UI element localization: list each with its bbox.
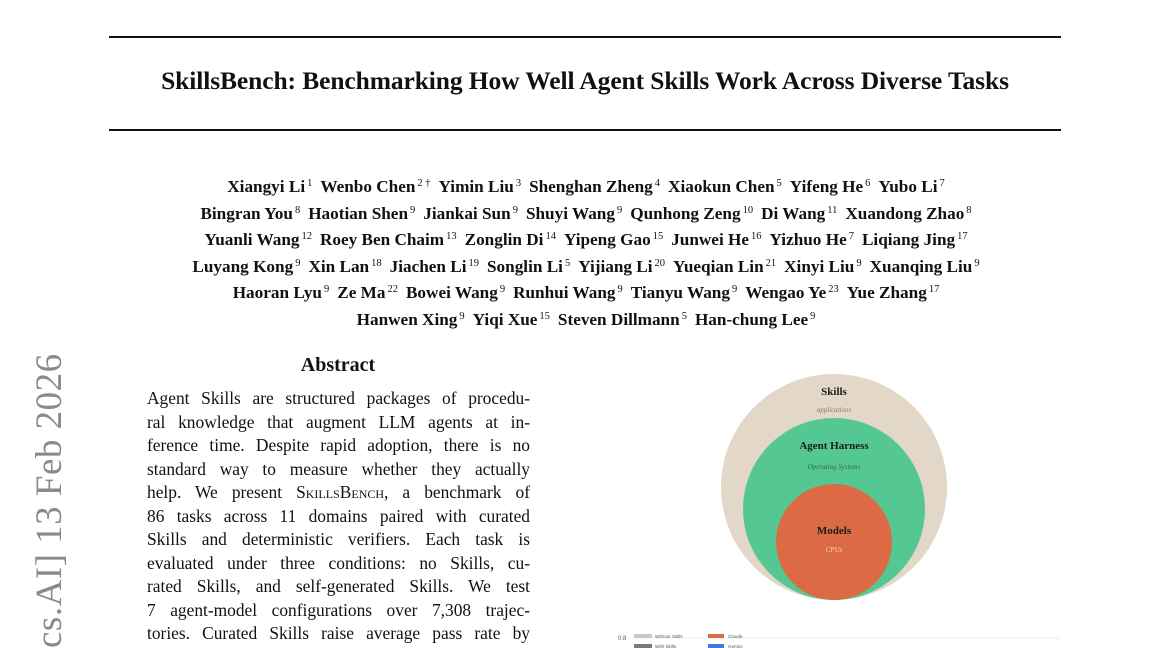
author-affiliation: 16 bbox=[751, 231, 762, 243]
abstract-line: help. We present SkillsBench, a benchmark of bbox=[147, 482, 530, 502]
author-name bbox=[695, 310, 815, 329]
author-affiliation: 4 bbox=[654, 178, 661, 189]
bottom-rule bbox=[109, 129, 1061, 131]
author-name bbox=[227, 177, 312, 196]
legend-claude: Claude bbox=[728, 634, 743, 639]
author-name bbox=[847, 283, 940, 302]
author-name-text: Han-chung Lee bbox=[694, 309, 809, 329]
author-line bbox=[80, 278, 1092, 305]
author-name bbox=[631, 283, 737, 302]
author-name bbox=[770, 230, 854, 249]
author-affiliation: 15 bbox=[652, 231, 664, 243]
author-name-text: Jiachen Li bbox=[389, 256, 467, 276]
author-affiliation: 10 bbox=[742, 204, 754, 216]
author-affiliation: 22 bbox=[387, 284, 398, 296]
author-name-text: Xuanqing Liu bbox=[869, 256, 973, 276]
author-name bbox=[862, 230, 968, 249]
author-affiliation: 9 bbox=[856, 257, 862, 269]
author-name-text: Shuyi Wang bbox=[525, 203, 615, 223]
author-name-text: Yue Zhang bbox=[846, 283, 927, 303]
author-name bbox=[790, 177, 871, 196]
author-name-text: Yipeng Gao bbox=[563, 230, 651, 250]
author-list bbox=[80, 172, 1092, 332]
abstract-line: standard way to measure whether they actually bbox=[147, 458, 530, 479]
author-name-text: Tianyu Wang bbox=[630, 283, 730, 303]
abstract-line: tories. Curated Skills raise average pass rate by bbox=[147, 623, 530, 643]
author-affiliation: 3 bbox=[515, 178, 522, 189]
author-name bbox=[878, 177, 944, 196]
author-name bbox=[745, 283, 839, 302]
author-affiliation: 14 bbox=[545, 231, 556, 243]
author-affiliation: 11 bbox=[827, 204, 838, 216]
author-name bbox=[320, 230, 457, 249]
author-affiliation: 9 bbox=[616, 204, 623, 216]
author-affiliation: 12 bbox=[301, 231, 312, 243]
author-name bbox=[406, 283, 505, 302]
author-affiliation: 20 bbox=[654, 257, 666, 269]
author-affiliation: 5 bbox=[776, 178, 782, 189]
author-name-text: Qunhong Zeng bbox=[630, 203, 741, 223]
chart-axis-tick: 0.8 bbox=[618, 636, 627, 642]
author-name-text: Runhui Wang bbox=[513, 283, 616, 303]
author-name bbox=[558, 310, 687, 329]
author-name bbox=[529, 177, 660, 196]
author-name bbox=[564, 230, 663, 249]
legend-with-skills: With Skills bbox=[655, 644, 677, 648]
author-affiliation: 21 bbox=[765, 257, 777, 269]
author-name-text: Roey Ben Chaim bbox=[319, 230, 445, 250]
abstract-line: Agent Skills are structured packages of procedu- bbox=[147, 388, 530, 408]
author-name bbox=[439, 177, 522, 196]
author-name bbox=[200, 204, 300, 223]
abstract-heading: Abstract bbox=[300, 354, 376, 376]
figure-svg bbox=[600, 370, 1070, 648]
author-affiliation: 9 bbox=[512, 204, 518, 216]
author-affiliation: 1 bbox=[307, 178, 313, 189]
author-name-text: Jiankai Sun bbox=[423, 203, 511, 223]
author-name-text: Steven Dillmann bbox=[557, 309, 680, 329]
author-name bbox=[204, 230, 312, 249]
models-label: Models bbox=[816, 525, 852, 537]
abstract-line: rated Skills, and self-generated Skills. We test bbox=[147, 576, 530, 596]
legend-swatch-without bbox=[634, 634, 652, 638]
author-affiliation: 9 bbox=[810, 310, 816, 322]
author-name bbox=[390, 257, 479, 276]
author-name-text: Zonglin Di bbox=[464, 230, 544, 250]
author-name-text: Xiaokun Chen bbox=[668, 177, 775, 196]
abstract-line: ference time. Despite rapid adoption, there is no bbox=[147, 435, 530, 455]
author-name-text: Liqiang Jing bbox=[861, 230, 956, 250]
author-name-text: Yijiang Li bbox=[578, 256, 653, 276]
author-name bbox=[668, 177, 782, 196]
legend-swatch-with bbox=[634, 644, 652, 648]
author-affiliation: 9 bbox=[459, 310, 465, 322]
author-name bbox=[671, 230, 761, 249]
skills-label: Skills bbox=[821, 386, 847, 398]
author-name-text: Wenbo Chen bbox=[320, 177, 416, 196]
author-affiliation: 9 bbox=[295, 257, 301, 269]
author-name-text: Shenghan Zheng bbox=[529, 177, 653, 196]
author-name bbox=[630, 204, 753, 223]
abstract-line: 7 agent-model configurations over 7,308 trajec- bbox=[147, 599, 530, 620]
author-name bbox=[192, 257, 300, 276]
author-affiliation: 17 bbox=[928, 284, 940, 296]
author-affiliation: 7 bbox=[939, 178, 945, 189]
author-affiliation: 19 bbox=[468, 257, 479, 269]
author-name bbox=[513, 283, 623, 302]
author-affiliation: 9 bbox=[617, 284, 623, 296]
author-name bbox=[337, 283, 398, 302]
models-circle bbox=[776, 484, 892, 600]
author-name bbox=[784, 257, 861, 276]
author-name-text: Yubo Li bbox=[878, 177, 938, 196]
author-line bbox=[80, 172, 1092, 199]
author-name-text: Yizhuo He bbox=[769, 230, 847, 250]
author-name bbox=[320, 177, 430, 196]
author-name bbox=[423, 204, 518, 223]
author-name bbox=[473, 310, 550, 329]
abstract-line: evaluated under three conditions: no Skills, cu- bbox=[147, 552, 530, 573]
agent-harness-sublabel: Operating Systems bbox=[807, 463, 861, 471]
author-affiliation: 17 bbox=[957, 231, 968, 243]
author-name-text: Songlin Li bbox=[486, 256, 563, 276]
abstract-line: Skills and deterministic verifiers. Each task is bbox=[147, 529, 530, 549]
author-affiliation: 8 bbox=[294, 204, 301, 216]
abstract-line: 86 tasks across 11 domains paired with curated bbox=[147, 505, 530, 526]
author-line bbox=[80, 305, 1092, 332]
author-name-text: Yiqi Xue bbox=[472, 309, 538, 329]
author-name-text: Haoran Lyu bbox=[232, 283, 322, 303]
author-name-text: Xuandong Zhao bbox=[845, 203, 965, 223]
abstract-line: ral knowledge that augment LLM agents at in- bbox=[147, 411, 530, 432]
author-name-text: Xiangyi Li bbox=[227, 177, 306, 196]
figure-skills-stack bbox=[600, 370, 1070, 648]
author-name-text: Junwei He bbox=[671, 230, 750, 250]
author-affiliation: 9 bbox=[499, 284, 506, 296]
agent-harness-label: Agent Harness bbox=[799, 440, 869, 452]
author-name-text: Hanwen Xing bbox=[356, 309, 458, 329]
author-name-text: Di Wang bbox=[761, 203, 826, 223]
author-name-text: Bowei Wang bbox=[405, 283, 498, 303]
legend-swatch-gemini bbox=[708, 644, 724, 648]
author-name-text: Luyang Kong bbox=[192, 256, 294, 276]
author-line bbox=[80, 199, 1092, 226]
author-name-text: Wengao Ye bbox=[745, 283, 827, 303]
author-name-text: Yimin Liu bbox=[438, 177, 514, 196]
author-name bbox=[526, 204, 622, 223]
author-name-text: Ze Ma bbox=[337, 283, 386, 303]
benchmark-name: SkillsBench bbox=[296, 482, 385, 502]
author-affiliation: 23 bbox=[828, 284, 839, 296]
top-rule bbox=[109, 36, 1061, 38]
author-name-text: Xin Lan bbox=[308, 256, 370, 276]
author-name-text: Haotian Shen bbox=[308, 203, 408, 223]
author-name bbox=[845, 204, 971, 223]
author-affiliation: 9 bbox=[731, 284, 738, 296]
author-affiliation: 9 bbox=[410, 204, 416, 216]
abstract-body bbox=[147, 387, 530, 646]
author-affiliation: 15 bbox=[539, 310, 550, 322]
author-name-text: Yifeng He bbox=[789, 177, 864, 196]
author-name-text: Bingran You bbox=[200, 203, 293, 223]
arxiv-stamp: cs.AI] 13 Feb 2026 bbox=[29, 353, 70, 648]
author-affiliation: 7 bbox=[848, 231, 854, 243]
models-sublabel: CPUs bbox=[825, 546, 843, 554]
legend-gemini: Gemini bbox=[728, 644, 743, 648]
author-name bbox=[870, 257, 980, 276]
author-name-text: Yuanli Wang bbox=[204, 230, 300, 250]
author-affiliation: 9 bbox=[324, 284, 330, 296]
author-name bbox=[308, 204, 415, 223]
legend-swatch-claude bbox=[708, 634, 724, 638]
paper-title: SkillsBench: Benchmarking How Well Agent Skills Work Across Diverse Tasks bbox=[161, 66, 1009, 95]
author-affiliation: 6 bbox=[865, 178, 871, 189]
author-affiliation: 18 bbox=[371, 257, 382, 269]
skills-sublabel: applications bbox=[816, 406, 852, 414]
author-affiliation: 2 † bbox=[417, 178, 431, 189]
author-name bbox=[308, 257, 381, 276]
author-name bbox=[233, 283, 330, 302]
author-line bbox=[80, 225, 1092, 252]
author-affiliation: 5 bbox=[681, 310, 687, 322]
author-name bbox=[487, 257, 570, 276]
author-name bbox=[673, 257, 776, 276]
author-line bbox=[80, 252, 1092, 279]
author-affiliation: 13 bbox=[446, 231, 457, 243]
author-name bbox=[578, 257, 665, 276]
legend-without-skills: Without Skills bbox=[655, 634, 683, 639]
author-name bbox=[761, 204, 837, 223]
author-name-text: Yueqian Lin bbox=[673, 256, 764, 276]
author-name bbox=[357, 310, 465, 329]
author-affiliation: 8 bbox=[966, 204, 972, 216]
author-name bbox=[465, 230, 556, 249]
author-affiliation: 5 bbox=[564, 257, 571, 269]
author-name-text: Xinyi Liu bbox=[784, 256, 855, 276]
author-affiliation: 9 bbox=[974, 257, 980, 269]
